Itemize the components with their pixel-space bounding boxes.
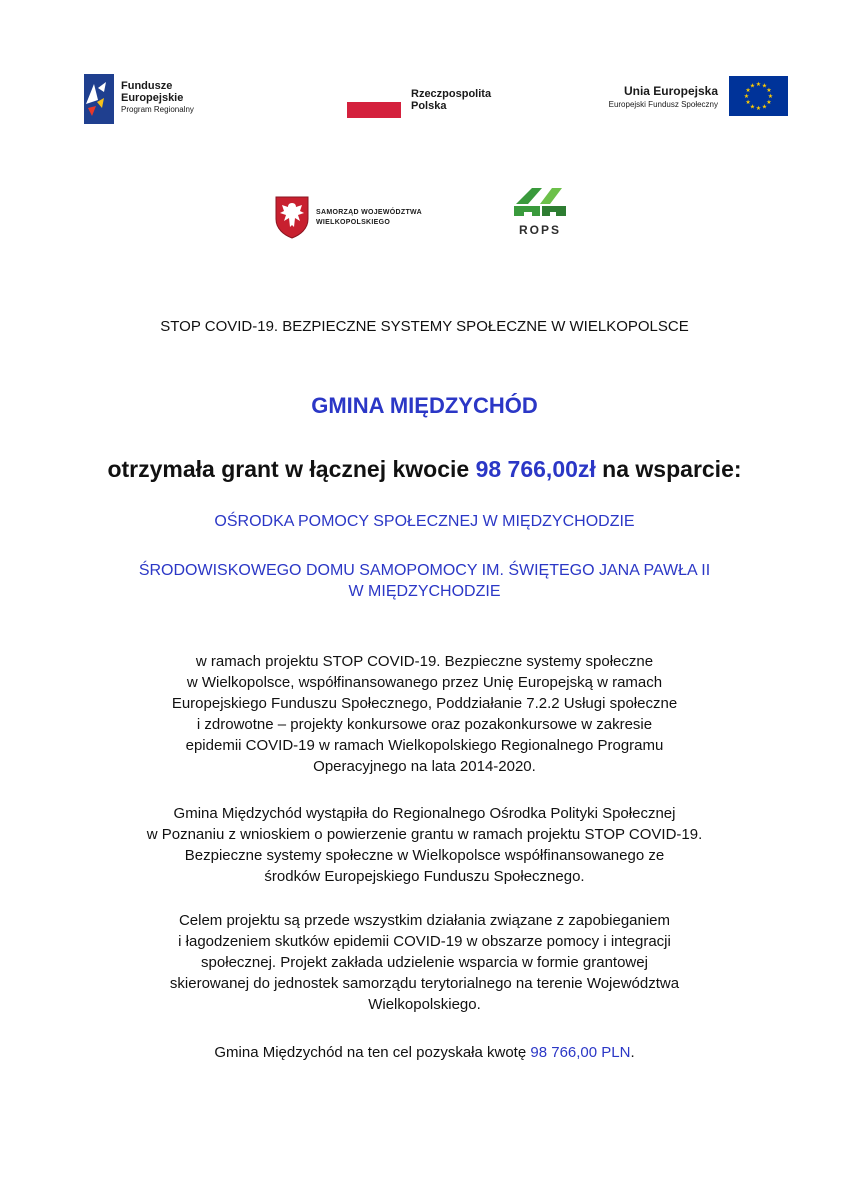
grant-text-before: otrzymała grant w łącznej kwocie bbox=[107, 456, 476, 482]
swl-line2: WIELKOPOLSKIEGO bbox=[316, 219, 391, 226]
eu-line2: Europejski Fundusz Społeczny bbox=[608, 100, 718, 109]
grant-text-after: na wsparcie: bbox=[595, 456, 742, 482]
eu-star-icon: ★ bbox=[745, 88, 751, 94]
unia-europejska-text bbox=[560, 84, 718, 112]
eu-star-icon: ★ bbox=[749, 83, 756, 90]
p2-line: Gmina Międzychód wystąpiła do Regionalnego Ośrodka Polityki Społecznej bbox=[173, 805, 676, 822]
p4-amount: 98 766,00 PLN bbox=[530, 1044, 631, 1061]
p4-text-after: . bbox=[630, 1044, 635, 1061]
project-title: STOP COVID-19. BEZPIECZNE SYSTEMY SPOŁECZNE W WIELKOPOLSCE bbox=[160, 318, 689, 335]
eu-star-icon: ★ bbox=[755, 82, 762, 88]
p3-line: społecznej. Projekt zakłada udzielenie wsparcia w formie grantowej bbox=[201, 954, 648, 971]
eu-star-icon: ★ bbox=[755, 106, 762, 112]
p2-line: w Poznaniu z wnioskiem o powierzenie grantu w ramach projektu STOP COVID-19. bbox=[146, 826, 703, 843]
paragraph-application bbox=[40, 803, 809, 887]
paragraph-project bbox=[40, 651, 809, 777]
gmina-title: GMINA MIĘDZYCHÓD bbox=[311, 393, 538, 418]
polish-flag-icon bbox=[347, 86, 401, 118]
beneficiary-sdm bbox=[0, 560, 849, 602]
p1-line: epidemii COVID-19 w ramach Wielkopolskiego Regionalnego Programu bbox=[185, 737, 664, 754]
eu-star-icon: ★ bbox=[745, 100, 751, 106]
p1-line: Europejskiego Funduszu Społecznego, Poddziałanie 7.2.2 Usługi społeczne bbox=[171, 695, 678, 712]
fundusze-europejskie-logo bbox=[84, 74, 114, 129]
fe-line1: Fundusze bbox=[121, 80, 173, 92]
eu-star-icon: ★ bbox=[749, 104, 756, 111]
rzeczpospolita-polska-text bbox=[411, 88, 491, 112]
wielkopolska-crest-icon bbox=[274, 195, 310, 244]
eu-star-icon: ★ bbox=[767, 94, 774, 100]
paragraph-goal bbox=[40, 910, 809, 1015]
sdm-line1: ŚRODOWISKOWEGO DOMU SAMOPOMOCY IM. ŚWIĘTEGO JANA PAWŁA II bbox=[138, 562, 711, 579]
p3-line: i łagodzeniem skutków epidemii COVID-19 w obszarze pomocy i integracji bbox=[178, 933, 671, 950]
sdm-line2: W MIĘDZYCHODZIE bbox=[348, 583, 501, 600]
p4-text-before: Gmina Międzychód na ten cel pozyskała kwotę bbox=[214, 1044, 531, 1061]
eu-line1: Unia Europejska bbox=[623, 84, 718, 98]
eu-star-icon: ★ bbox=[761, 104, 768, 111]
pl-line2: Polska bbox=[411, 100, 447, 112]
grant-amount: 98 766,00zł bbox=[475, 456, 596, 482]
fundusze-europejskie-text bbox=[121, 80, 194, 116]
eu-star-icon: ★ bbox=[761, 83, 768, 90]
rops-logo-icon bbox=[512, 186, 568, 227]
p3-line: Celem projektu są przede wszystkim działania związane z zapobieganiem bbox=[178, 912, 671, 929]
p1-line: Operacyjnego na lata 2014-2020. bbox=[313, 758, 536, 775]
eu-star-icon: ★ bbox=[743, 94, 750, 100]
p1-line: w ramach projektu STOP COVID-19. Bezpieczne systemy społeczne bbox=[195, 653, 654, 670]
p2-line: Bezpieczne systemy społeczne w Wielkopolsce współfinansowanego ze bbox=[184, 847, 665, 864]
p1-line: w Wielkopolsce, współfinansowanego przez Unię Europejską w ramach bbox=[186, 674, 663, 691]
p2-line: środków Europejskiego Funduszu Społecznego. bbox=[264, 868, 585, 885]
p3-line: Wielkopolskiego. bbox=[368, 996, 481, 1013]
swl-line1: SAMORZĄD WOJEWÓDZTWA bbox=[316, 209, 422, 216]
pl-line1: Rzeczpospolita bbox=[411, 88, 492, 100]
p3-line: skierowanej do jednostek samorządu terytorialnego na terenie Województwa bbox=[169, 975, 680, 992]
fe-line2: Europejskie bbox=[121, 92, 184, 104]
eu-star-icon: ★ bbox=[766, 100, 772, 106]
beneficiary-ops: OŚRODKA POMOCY SPOŁECZNEJ W MIĘDZYCHODZIE bbox=[214, 513, 635, 530]
eu-star-icon: ★ bbox=[766, 88, 772, 94]
p1-line: i zdrowotne – projekty konkursowe oraz pozakonkursowe w zakresie bbox=[196, 716, 653, 733]
samorzad-wojewodztwa-text bbox=[316, 208, 422, 228]
fe-line3: Program Regionalny bbox=[121, 105, 194, 114]
eu-flag-icon bbox=[729, 76, 788, 116]
paragraph-amount bbox=[40, 1042, 809, 1063]
grant-headline bbox=[0, 456, 849, 483]
rops-label: ROPS bbox=[518, 223, 561, 237]
